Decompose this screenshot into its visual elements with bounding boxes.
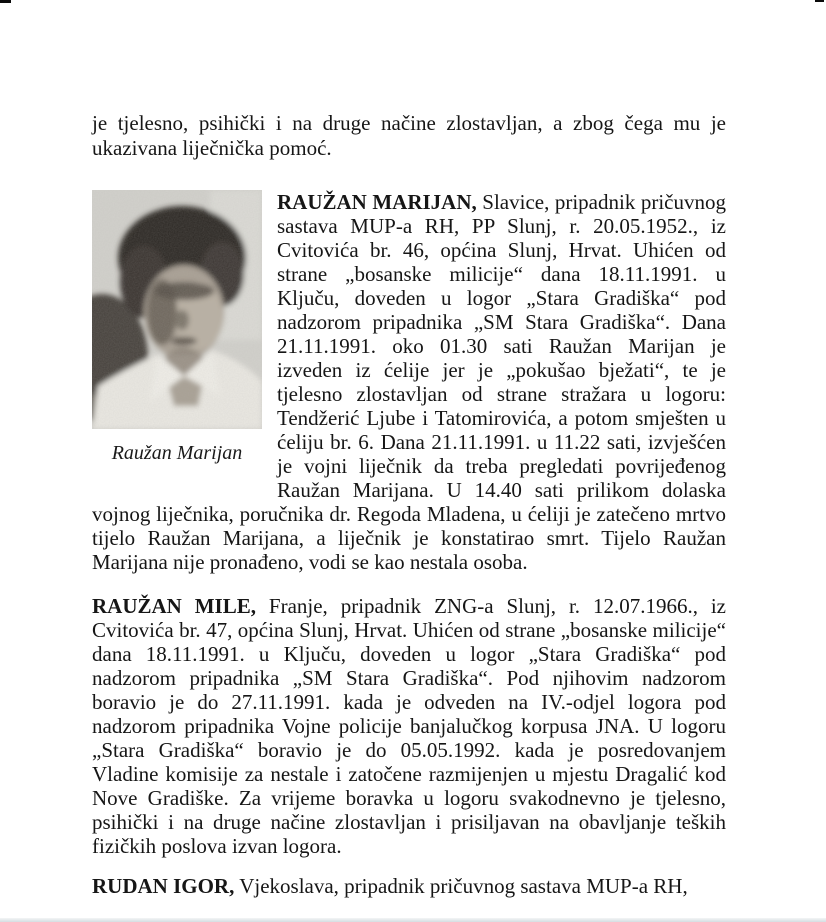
victim-photo-figure <box>92 190 262 465</box>
portrait-photo-graphic <box>92 190 262 429</box>
entry-text: Vjekoslava, pripadnik pričuvnog sastava MUP-a RH, <box>234 874 688 898</box>
entry-rauzan-mile <box>92 594 726 858</box>
intro-paragraph: je tjelesno, psihički i na druge načine zlostavljan, a zbog čega mu je ukazivana liječnička pomoć. <box>92 111 726 160</box>
victim-name: RAUŽAN MARIJAN, <box>277 190 477 214</box>
victim-name: RAUŽAN MILE, <box>92 594 256 618</box>
entry-text: Franje, pripadnik ZNG-a Slunj, r. 12.07.1966., iz Cvitovića br. 47, općina Slunj, Hrvat. Uhićen od strane „bosanske milicije“ dana 18.11.1991. u Ključu, doveden u logor „Stara Gradiška“ pod nadzorom pripadnika „SM Stara Gradiška“. Pod njihovim nadzorom boravio je do 27.11.1991. kada je odveden na IV.-odjel logora pod nadzorom pripadnika Vojne policije banjalučkog korpusa JNA. U logoru „Stara Gradiška“ boravio je do 05.05.1992. kada je posredovanjem Vladine komisije za nestale i zatočene razmijenjen u mjestu Dragalić kod Nove Gradiške. Za vrijeme boravka u logoru svakodnevno je tjelesno, psihički i na druge načine zlostavljan i prisiljavan na obavljanje teških fizičkih poslova izvan logora. <box>92 594 726 858</box>
victim-photo <box>92 190 262 429</box>
scan-mark-top-left <box>0 0 11 3</box>
entry-rauzan-marijan <box>92 190 726 574</box>
page-content <box>92 0 726 898</box>
scan-mark-top-right <box>815 0 824 2</box>
entry-rudan-igor <box>92 874 726 898</box>
page-bottom-edge <box>0 918 826 922</box>
victim-name: RUDAN IGOR, <box>92 874 235 898</box>
photo-caption: Raužan Marijan <box>111 442 243 464</box>
entry-text: Slavice, pripadnik pričuvnog sastava MUP-a RH, PP Slunj, r. 20.05.1952., iz Cvitovića br. 46, općina Slunj, Hrvat. Uhićen od strane „bosanske milicije“ dana 18.11.1991. u Ključu, doveden u logor „Stara Gradiška“ pod nadzorom pripadnika „SM Stara Gradiška“. Dana 21.11.1991. oko 01.30 sati Raužan Marijan je izveden iz ćelije jer je „pokušao bježati“, te je tjelesno zlostavljan od strane stražara u logoru: Tendžerić Ljube i Tatomirovića, a potom smješten u ćeliju br. 6. Dana 21.11.1991. u 11.22 sati, izvješćen je vojni liječnik da treba pregledati povrijeđenog Raužan Marijana. U 14.40 sati prilikom dolaska vojnog liječnika, poručnika dr. Regoda Mladena, u ćeliji je zatečeno mrtvo tijelo Raužan Marijana, a liječnik je konstatirao smrt. Tijelo Raužan Marijana nije pronađeno, vodi se kao nestala osoba. <box>92 190 726 574</box>
